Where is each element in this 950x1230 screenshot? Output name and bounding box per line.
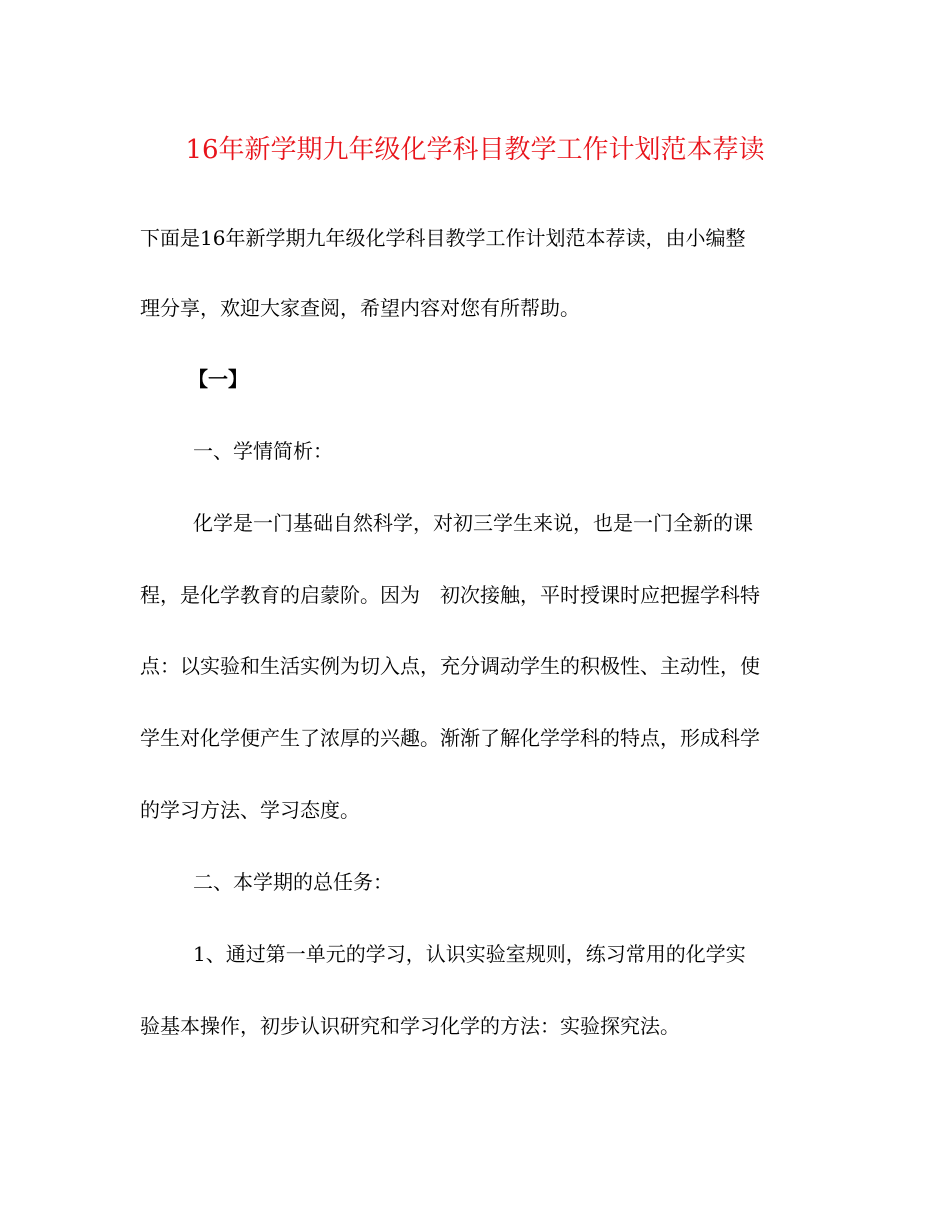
paragraph-line-2: 程，是化学教育的启蒙阶。因为 初次接触，平时授课时应把握学科特 <box>140 583 760 607</box>
paragraph-line-5: 的学习方法、学习态度。 <box>140 798 360 822</box>
task-line-1: 1、通过第一单元的学习，认识实验室规则，练习常用的化学实 <box>193 942 746 966</box>
heading-learning-analysis: 一、学情简析： <box>193 439 333 463</box>
section-marker: 【一】 <box>188 367 248 391</box>
paragraph-line-3: 点：以实验和生活实例为切入点，充分调动学生的积极性、主动性，使 <box>140 654 760 678</box>
paragraph-line-1: 化学是一门基础自然科学，对初三学生来说，也是一门全新的课 <box>193 511 753 535</box>
heading-semester-tasks: 二、本学期的总任务： <box>193 870 393 894</box>
task-line-2: 验基本操作，初步认识研究和学习化学的方法：实验探究法。 <box>140 1014 680 1038</box>
paragraph-line-4: 学生对化学便产生了浓厚的兴趣。渐渐了解化学学科的特点，形成科学 <box>140 726 760 750</box>
intro-line-1: 下面是16年新学期九年级化学科目教学工作计划范本荐读，由小编整 <box>140 226 746 250</box>
intro-line-2: 理分享，欢迎大家查阅，希望内容对您有所帮助。 <box>140 296 580 320</box>
document-title: 16年新学期九年级化学科目教学工作计划范本荐读 <box>185 135 765 165</box>
